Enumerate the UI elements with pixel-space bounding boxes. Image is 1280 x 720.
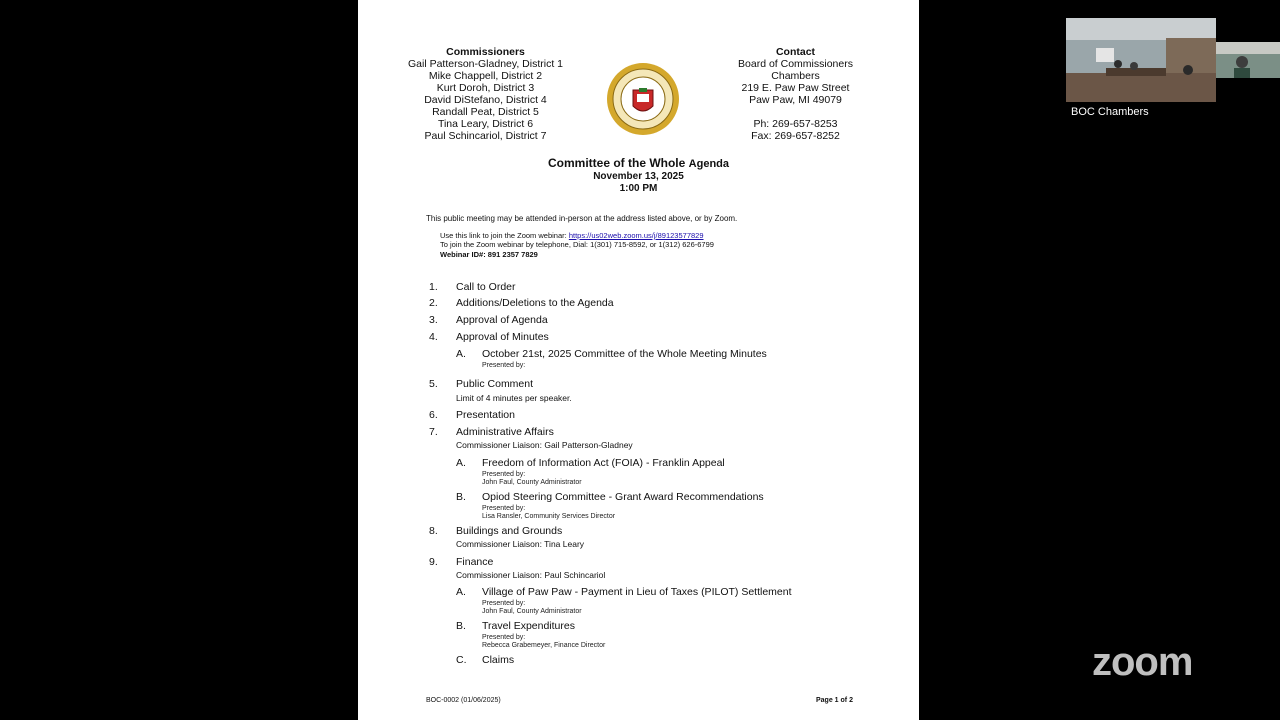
agenda-item bbox=[429, 409, 515, 421]
contact-block bbox=[718, 46, 873, 142]
contact-line: Paw Paw, MI 49079 bbox=[749, 94, 842, 106]
chambers-camera-image bbox=[1066, 18, 1216, 102]
presented-by-label: Presented by: bbox=[482, 471, 526, 478]
commissioner-line: Gail Patterson-Gladney, District 1 bbox=[407, 58, 564, 70]
contact-line: Chambers bbox=[771, 70, 820, 82]
presenter-name: John Faul, County Administrator bbox=[482, 479, 582, 486]
item-note: Commissioner Liaison: Tina Leary bbox=[456, 539, 585, 549]
item-note: Commissioner Liaison: Gail Patterson-Gladney bbox=[456, 440, 633, 450]
agenda-item bbox=[429, 556, 493, 568]
item-number: 3. bbox=[429, 314, 438, 326]
video-label: BOC Chambers bbox=[1071, 106, 1149, 118]
item-number: 5. bbox=[429, 378, 438, 390]
agenda-subitem bbox=[456, 586, 792, 598]
item-text: Freedom of Information Act (FOIA) - Franklin Appeal bbox=[482, 457, 725, 469]
commissioners-block bbox=[398, 46, 573, 142]
webinar-id-line bbox=[440, 250, 538, 260]
item-text: October 21st, 2025 Committee of the Whole Meeting Minutes bbox=[482, 348, 767, 360]
presenter-name: Lisa Ransler, Community Services Director bbox=[482, 513, 616, 520]
item-note: Commissioner Liaison: Paul Schincariol bbox=[456, 570, 606, 580]
item-text: Public Comment bbox=[456, 378, 534, 390]
agenda-subitem bbox=[456, 491, 764, 503]
item-number: 9. bbox=[429, 556, 438, 568]
item-letter: B. bbox=[456, 491, 466, 503]
agenda-time: 1:00 PM bbox=[619, 183, 658, 194]
commissioner-line: Randall Peat, District 5 bbox=[432, 106, 539, 118]
agenda-item bbox=[429, 281, 516, 293]
participant-video-thumbnail[interactable] bbox=[1066, 18, 1216, 102]
agenda-title-suffix: Agenda bbox=[688, 158, 730, 170]
item-letter: A. bbox=[456, 457, 466, 469]
item-text: Opiod Steering Committee - Grant Award Recommendations bbox=[482, 491, 764, 503]
item-number: 2. bbox=[429, 297, 438, 309]
zoom-logo: zoom bbox=[1092, 640, 1193, 684]
item-text: Additions/Deletions to the Agenda bbox=[456, 297, 614, 309]
agenda-item bbox=[429, 314, 548, 326]
page-number: Page 1 of 2 bbox=[816, 697, 853, 704]
agenda-document bbox=[358, 0, 919, 720]
agenda-item bbox=[429, 378, 533, 390]
phone-line: To join the Zoom webinar by telephone, Dial: 1(301) 715-8592, or 1(312) 626-6799 bbox=[440, 240, 714, 249]
presenter-name: Rebecca Grabemeyer, Finance Director bbox=[482, 642, 606, 649]
presented-by-label: Presented by: bbox=[482, 634, 526, 641]
item-number: 1. bbox=[429, 281, 438, 293]
item-text: Administrative Affairs bbox=[456, 426, 554, 438]
item-text: Claims bbox=[482, 654, 515, 666]
agenda-subitem bbox=[456, 654, 514, 666]
zoom-link-prefix: Use this link to join the Zoom webinar: bbox=[440, 231, 567, 240]
contact-spacer bbox=[718, 106, 873, 118]
item-text: Approval of Agenda bbox=[456, 314, 548, 326]
agenda-subitem bbox=[456, 620, 575, 632]
agenda-title-main: Committee of the Whole bbox=[547, 156, 686, 170]
public-notice: This public meeting may be attended in-person at the address listed above, or by Zoom. bbox=[426, 214, 738, 223]
agenda-subitem bbox=[456, 457, 725, 469]
item-letter: B. bbox=[456, 620, 466, 632]
zoom-webinar-link[interactable]: https://us02web.zoom.us/j/89123577829 bbox=[568, 231, 704, 240]
item-text: Call to Order bbox=[456, 281, 516, 293]
contact-line: Board of Commissioners bbox=[738, 58, 853, 70]
commissioners-heading: Commissioners bbox=[446, 46, 525, 58]
contact-fax: Fax: 269-657-8252 bbox=[751, 130, 840, 142]
item-number: 7. bbox=[429, 426, 438, 438]
presenter-name: John Faul, County Administrator bbox=[482, 608, 582, 615]
presented-by-label: Presented by: bbox=[482, 362, 526, 369]
commissioner-line: Paul Schincariol, District 7 bbox=[424, 130, 547, 142]
commissioner-line: Kurt Doroh, District 3 bbox=[436, 82, 535, 94]
item-text: Finance bbox=[456, 556, 494, 568]
presented-by-label: Presented by: bbox=[482, 505, 526, 512]
county-seal-logo bbox=[606, 62, 680, 136]
agenda-title bbox=[358, 156, 919, 170]
item-letter: A. bbox=[456, 586, 466, 598]
item-text: Travel Expenditures bbox=[482, 620, 575, 632]
item-note: Limit of 4 minutes per speaker. bbox=[456, 393, 572, 403]
webinar-id-label: Webinar ID#: bbox=[440, 250, 486, 259]
item-text: Presentation bbox=[456, 409, 515, 421]
commissioner-line: Tina Leary, District 6 bbox=[437, 118, 534, 130]
agenda-date: November 13, 2025 bbox=[593, 171, 684, 182]
presented-by-label: Presented by: bbox=[482, 600, 526, 607]
agenda-item bbox=[429, 525, 562, 537]
contact-line: 219 E. Paw Paw Street bbox=[741, 82, 850, 94]
item-number: 8. bbox=[429, 525, 438, 537]
item-letter: A. bbox=[456, 348, 466, 360]
form-code: BOC-0002 (01/06/2025) bbox=[426, 697, 501, 704]
item-text: Buildings and Grounds bbox=[456, 525, 563, 537]
agenda-item bbox=[429, 297, 614, 309]
agenda-subitem bbox=[456, 348, 767, 360]
participant-camera-image bbox=[1216, 42, 1280, 78]
commissioner-line: Mike Chappell, District 2 bbox=[428, 70, 543, 82]
commissioner-line: David DiStefano, District 4 bbox=[424, 94, 547, 106]
agenda-item bbox=[429, 426, 554, 438]
agenda-item bbox=[429, 331, 549, 343]
item-text: Village of Paw Paw - Payment in Lieu of Taxes (PILOT) Settlement bbox=[482, 586, 792, 598]
contact-phone: Ph: 269-657-8253 bbox=[753, 118, 838, 130]
participant-video-thumbnail-2[interactable] bbox=[1216, 42, 1280, 78]
contact-heading: Contact bbox=[775, 46, 816, 58]
item-number: 6. bbox=[429, 409, 438, 421]
item-number: 4. bbox=[429, 331, 438, 343]
item-text: Approval of Minutes bbox=[456, 331, 549, 343]
webinar-id-value: 891 2357 7829 bbox=[487, 250, 538, 259]
item-letter: C. bbox=[456, 654, 467, 666]
